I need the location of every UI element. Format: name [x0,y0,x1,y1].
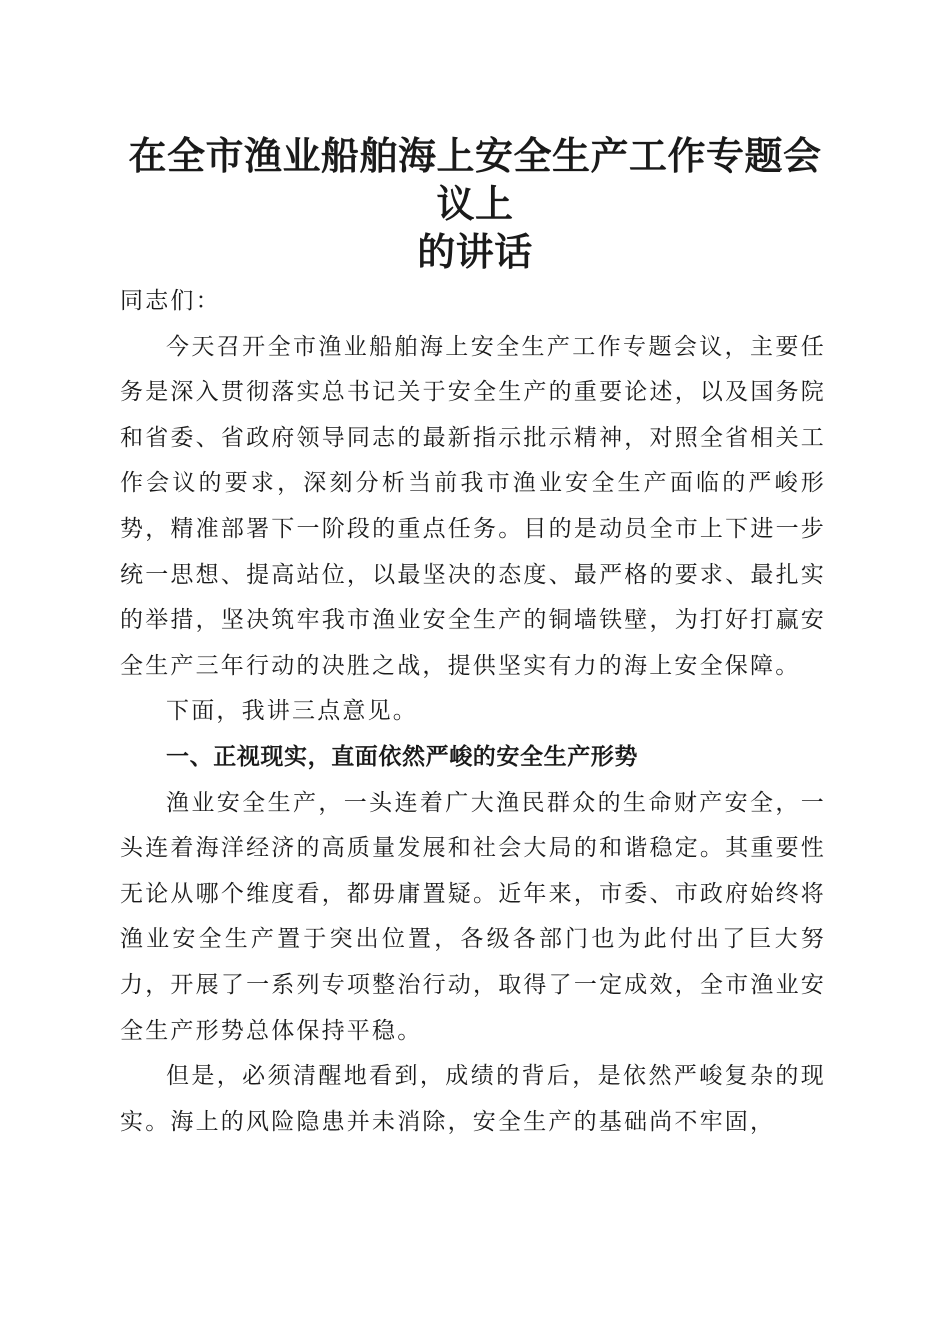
paragraph-section1-2: 但是，必须清醒地看到，成绩的背后，是依然严峻复杂的现实。海上的风险隐患并未消除，安全生产的基础尚不牢固， [120,1063,826,1135]
title-line-1: 在全市渔业船舶海上安全生产工作专题会议上 [128,133,822,226]
document-title [110,132,840,276]
salutation: 同志们： [120,288,221,314]
paragraph-section1-1: 渔业安全生产，一头连着广大渔民群众的生命财产安全，一头连着海洋经济的高质量发展和社会大局的和谐稳定。其重要性无论从哪个维度看，都毋庸置疑。近年来，市委、市政府始终将渔业安全生产置于突出位置，各级各部门也为此付出了巨大努力，开展了一系列专项整治行动，取得了一定成效，全市渔业安全生产形势总体保持平稳。 [120,789,826,1044]
section-heading-1: 一、正视现实，直面依然严峻的安全生产形势 [166,743,638,770]
document-body [120,279,826,1145]
paragraph-opening: 今天召开全市渔业船舶海上安全生产工作专题会议，主要任务是深入贯彻落实总书记关于安全生产的重要论述，以及国务院和省委、省政府领导同志的最新指示批示精神，对照全省相关工作会议的要求，深刻分析当前我市渔业安全生产面临的严峻形势，精准部署下一阶段的重点任务。目的是动员全市上下进一步统一思想、提高站位，以最坚决的态度、最严格的要求、最扎实的举措，坚决筑牢我市渔业安全生产的铜墙铁壁，为打好打赢安全生产三年行动的决胜之战，提供坚实有力的海上安全保障。 [120,333,826,679]
paragraph-transition: 下面，我讲三点意见。 [166,698,418,725]
title-line-2: 的讲话 [417,229,533,274]
